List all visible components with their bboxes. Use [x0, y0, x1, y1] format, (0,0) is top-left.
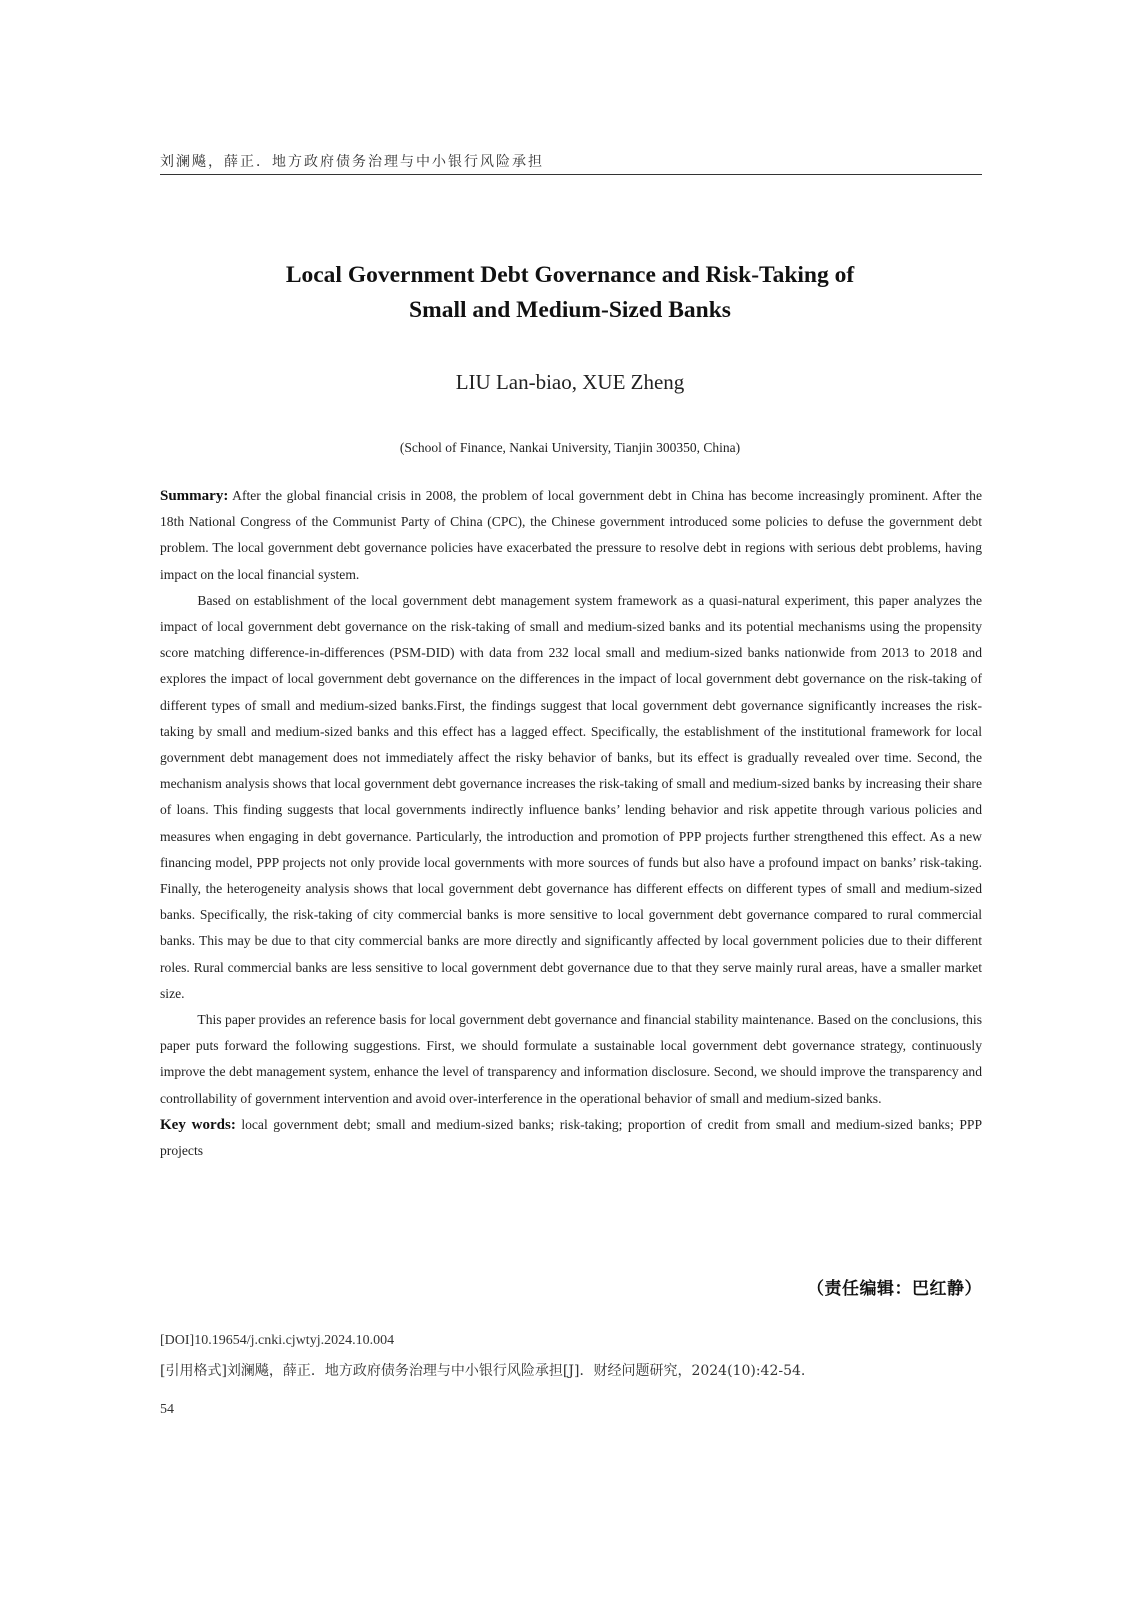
summary-paragraph-2: Based on establishment of the local government debt management system framework as a quasi-natural experiment, this paper analyzes the impact of local government debt governance on the risk-taking of small and medium-sized banks and its potential mechanisms using the propensity score matching difference-in-differences (PSM-DID) with data from 232 local small and medium-sized banks nationwide from 2013 to 2018 and explores the impact of local government debt governance on the differences in the impact of local government debt governance on the risk-taking of different types of small and medium-sized banks.First, the findings suggest that local government debt governance significantly increases the risk-taking by small and medium-sized banks and this effect has a lagged effect. Specifically, the establishment of the institutional framework for local government debt management does not immediately affect the risky behavior of banks, but its effect is gradually revealed over time. Second, the mechanism analysis shows that local government debt governance increases the risk-taking of small and medium-sized banks by increasing their share of loans. This finding suggests that local governments indirectly influence banks’ lending behavior and risk appetite through various policies and measures when engaging in debt governance. Particularly, the introduction and promotion of PPP projects further strengthened this effect. As a new financing model, PPP projects not only provide local governments with more sources of funds but also have a profound impact on banks’ risk-taking. Finally, the heterogeneity analysis shows that local government debt governance has different effects on different types of small and medium-sized banks. Specifically, the risk-taking of city commercial banks is more sensitive to local government debt governance compared to rural commercial banks. This may be due to that city commercial banks are more directly and significantly affected by local government policies due to their different roles. Rural commercial banks are less sensitive to local government debt governance due to that they serve mainly rural areas, have a smaller market size. [160, 592, 982, 1001]
abstract [160, 483, 982, 1164]
affiliation: (School of Finance, Nankai University, Tianjin 300350, China) [399, 440, 741, 455]
keywords-text: local government debt; small and medium-sized banks; risk-taking; proportion of credit from small and medium-sized banks; PPP projects [160, 1116, 982, 1159]
title-line-1: Local Government Debt Governance and Risk-Taking of [285, 262, 855, 288]
paper-title [160, 258, 980, 328]
summary-label: Summary: [160, 488, 229, 504]
keywords [160, 1112, 982, 1164]
citation-format: [引用格式]刘澜飚，薛正．地方政府债务治理与中小银行风险承担[J]．财经问题研究，2024(10):42-54. [160, 1363, 806, 1379]
authors: LIU Lan-biao, XUE Zheng [455, 370, 685, 394]
title-line-2: Small and Medium-Sized Banks [409, 297, 731, 323]
header-rule [160, 174, 982, 175]
doi: [DOI]10.19654/j.cnki.cjwtyj.2024.10.004 [160, 1333, 395, 1348]
running-header: 刘澜飚，薛正．地方政府债务治理与中小银行风险承担 [160, 154, 544, 170]
summary-text-1: After the global financial crisis in 2008, the problem of local government debt in China has become increasingly prominent. After the 18th National Congress of the Communist Party of China (CPC), the Chinese government introduced some policies to defuse the government debt problem. The local government debt governance policies have exacerbated the pressure to resolve debt in regions with serious debt problems, having impact on the local financial system. [160, 488, 982, 582]
responsible-editor: （责任编辑：巴红静） [807, 1279, 982, 1299]
summary-paragraph-3: This paper provides an reference basis for local government debt governance and financial stability maintenance. Based on the conclusions, this paper puts forward the following suggestions. First, we should formulate a sustainable local government debt governance strategy, continuously improve the debt management system, enhance the level of transparency and information disclosure. Second, we should improve the transparency and controllability of government intervention and avoid over-interference in the operational behavior of small and medium-sized banks. [160, 1012, 982, 1106]
keywords-label: Key words: [160, 1116, 236, 1133]
summary-paragraph-1 [160, 483, 982, 588]
page-number: 54 [160, 1402, 174, 1417]
